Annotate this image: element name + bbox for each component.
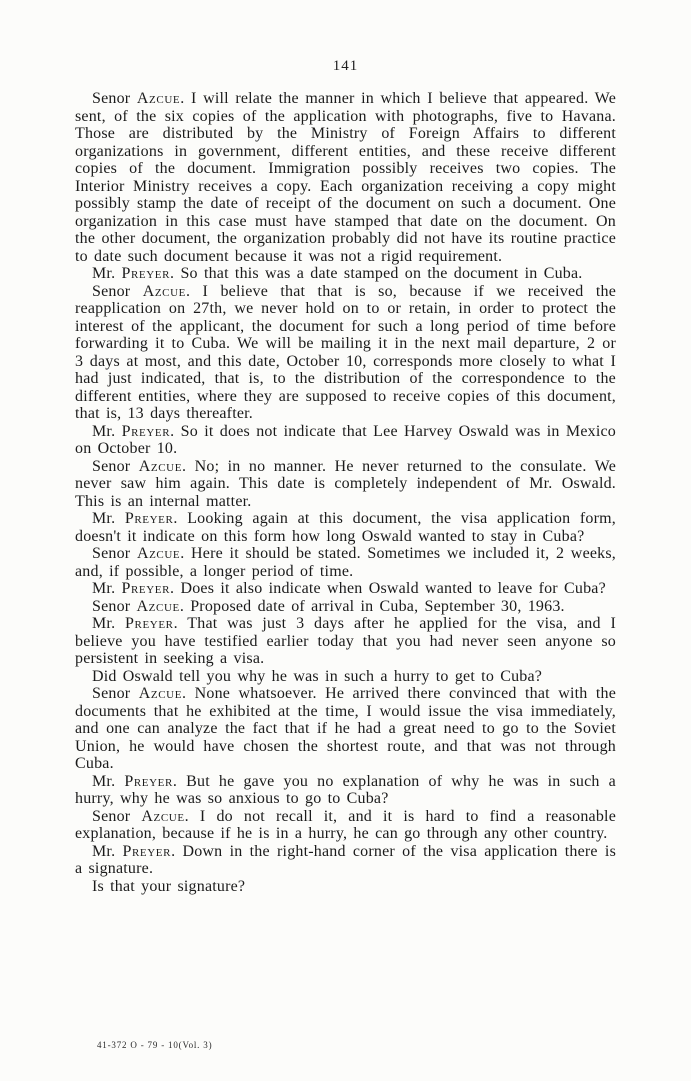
speaker-name: Azcue [138,685,183,702]
transcript-paragraph: Mr. Preyer. Looking again at this document, the visa application form, doesn't it indicate on this form how long Oswald wanted to stay in Cuba? [75,510,616,545]
transcript-paragraph: Mr. Preyer. That was just 3 days after he applied for the visa, and I believe you have testified earlier today that you had never seen anyone so persistent in seeking a visa. [75,615,616,667]
transcript-paragraph: Senor Azcue. No; in no manner. He never returned to the consulate. We never saw him again. This date is completely independent of Mr. Oswald. This is an internal matter. [75,457,617,510]
transcript-paragraph: Mr. Preyer. But he gave you no explanation of why he was in such a hurry, why he was so anxious to go to Cuba? [75,772,616,807]
transcript-paragraph: Senor Azcue. None whatsoever. He arrived there convinced that with the documents that he exhibited at the time, I would issue the visa immediately, and one can analyze the fact that if he had a great need to go to the Soviet Union, he would have chosen the shortest route, and that was not through Cuba. [75,685,617,772]
transcript-paragraph: Senor Azcue. Here it should be stated. Sometimes we included it, 2 weeks, and, if possible, a longer period of time. [75,545,616,580]
page-number: 141 [332,58,359,74]
speaker-name: Azcue [136,90,181,107]
transcript-paragraph: Senor Azcue. I will relate the manner in which I believe that appeared. We sent, of the six copies of the application with photographs, five to Havana. Those are distributed by the Ministry of Foreign Affairs to different organizations in government, different entities, and these receive different copies of the document. Immigration possibly receives two copies. The Interior Ministry receives a copy. Each organization receiving a copy might possibly stamp the date of receipt of the document on such a document. One organization in this case must have stamped that date on the document. On the other document, the organization probably did not have its routine practice to date such document because it was not a rigid requirement. [75,90,616,265]
speaker-name: Preyer [121,422,171,440]
speaker-name: Preyer [124,772,173,790]
transcript-paragraph: Senor Azcue. Proposed date of arrival in Cuba, September 30, 1963. [92,597,565,615]
transcript-body [75,90,616,895]
speaker-name: Azcue [136,597,180,615]
print-imprint: 41-372 O - 79 - 10(Vol. 3) [97,1040,213,1050]
speaker-name: Preyer [122,842,172,860]
transcript-paragraph: Senor Azcue. I do not recall it, and it is hard to find a reasonable explanation, because if he is in a hurry, he can go through any other country. [75,807,616,842]
speaker-name: Azcue [138,457,183,475]
speaker-name: Preyer [125,615,174,632]
transcript-paragraph: Mr. Preyer. So that this was a date stamped on the document in Cuba. [92,265,583,282]
speaker-name: Preyer [121,580,171,597]
transcript-paragraph: Mr. Preyer. Does it also indicate when Oswald wanted to leave for Cuba? [92,580,606,597]
speaker-name: Preyer [124,510,174,527]
speaker-name: Preyer [121,265,171,282]
transcript-paragraph: Mr. Preyer. So it does not indicate that Lee Harvey Oswald was in Mexico on October 10. [75,422,616,457]
transcript-paragraph: Did Oswald tell you why he was in such a hurry to get to Cuba? [92,667,543,685]
speaker-name: Azcue [141,807,185,825]
speaker-name: Azcue [136,545,181,562]
transcript-paragraph: Senor Azcue. I believe that that is so, because if we received the reapplication on 27th, we never hold on to or retain, in order to protect the interest of the applicant, the document for such a long period of time before forwarding it to Cuba. We will be mailing it in the next mail departure, 2 or 3 days at most, and this date, October 10, corresponds more closely to what I had just indicated, that is, to the distribution of the correspondence to the different entities, where they are supposed to receive copies of this document, that is, 13 days thereafter. [75,282,616,422]
transcript-paragraph: Mr. Preyer. Down in the right-hand corner of the visa application there is a signature. [75,842,616,877]
transcript-paragraph: Is that your signature? [92,877,246,895]
speaker-name: Azcue [142,282,186,300]
